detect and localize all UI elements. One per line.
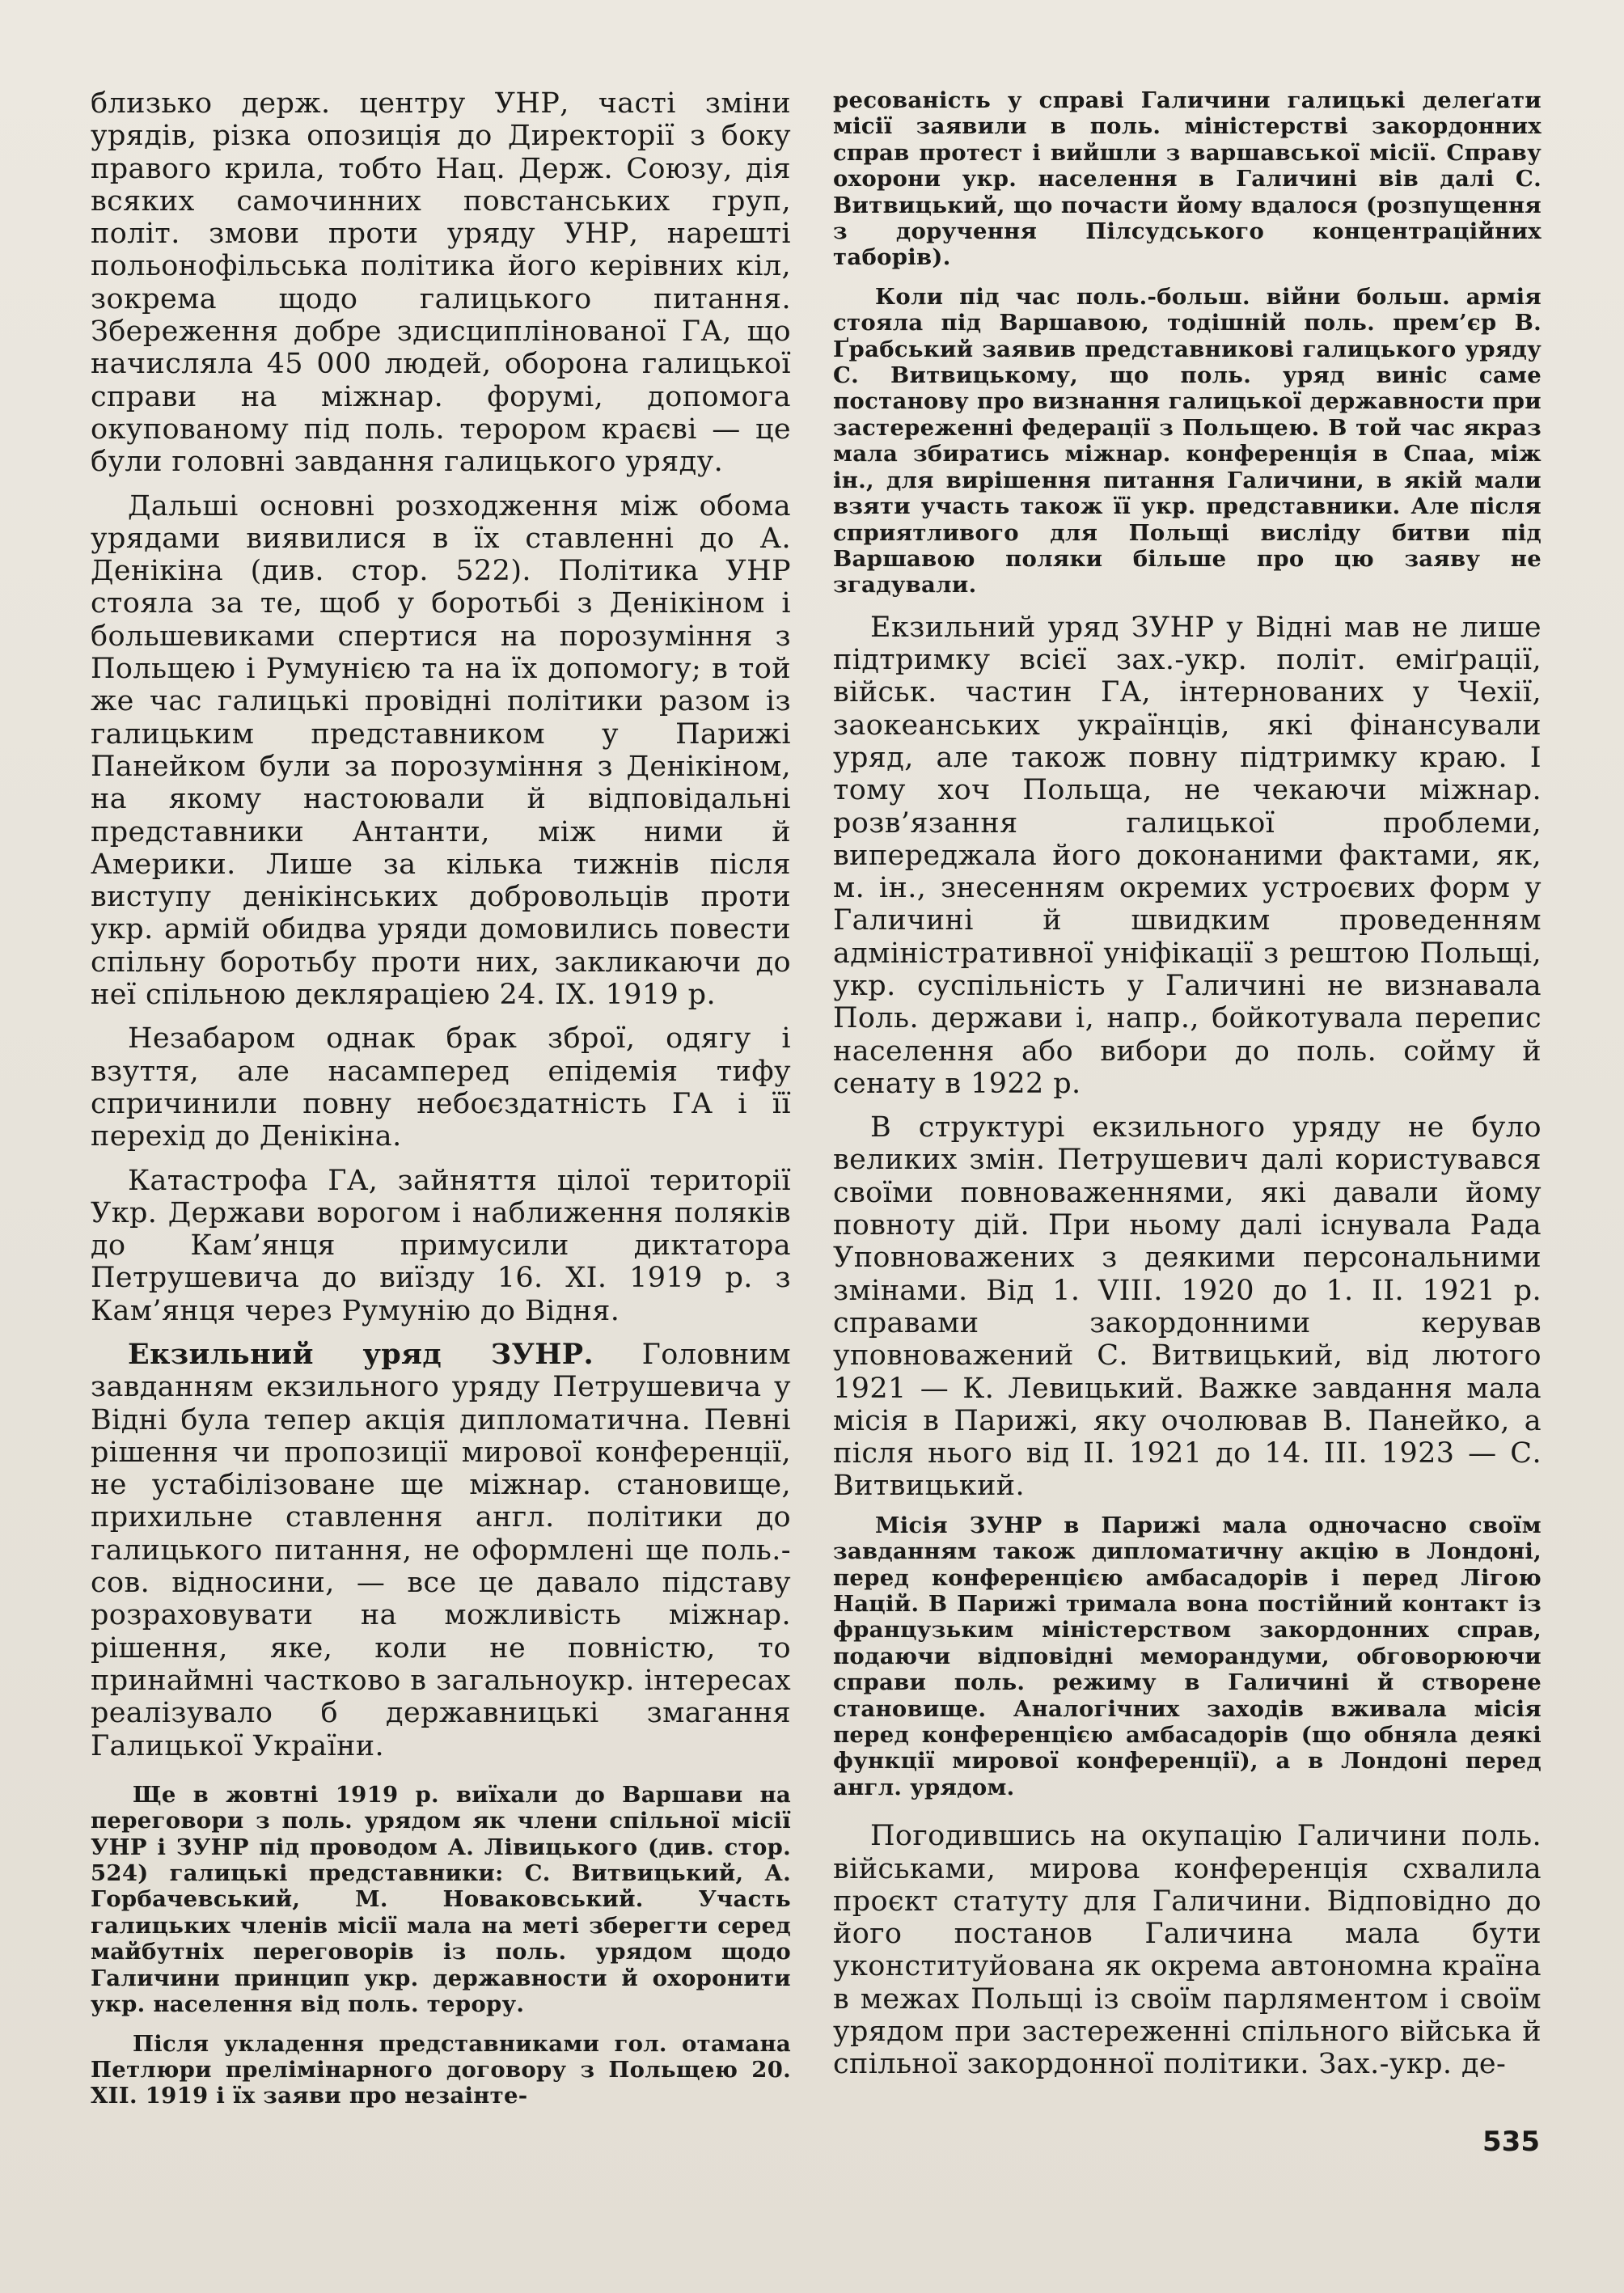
paragraph-denikin-differences: Дальші основні розходження між обома урядами виявилися в їх ставленні до А. Денікіна (див. стор. 522). Політика УНР стояла за те, щоб у боротьбі з Денікіном і большевиками спертися на порозуміння з Польщею і Румунією та на їх допомогу; в той же час галицькі провідні політики разом із галицьким представником у Парижі Панейком були за порозуміння з Денікіном, на якому настоювали й відповідальні представники Антанти, між ними й Америки. Лише за кілька тижнів після виступу денікінських добровольців проти укр. армій обидва уряди домовились повести спільну боротьбу проти них, закликаючи до неї спільною декляраціею 24. IX. 1919 р.	[91, 489, 791, 1012]
left-column	[91, 87, 791, 2109]
right-column	[833, 87, 1542, 2081]
note-mission-protest: ресованість у справі Галичини галицькі делеґати місії заявили в поль. міністерстві закордонних справ протест і вийшли з варшавської місії. Справу охорони укр. населення в Галичині вів далі С. Витвицький, що почасти йому вдалося (розпущення з доручення Пілсудського концентраційних таборів).	[833, 87, 1542, 271]
note-paris-mission: Місія ЗУНР в Парижі мала одночасно своїм завданням також дипломатичну акцію в Лондоні, перед конференцією амбасадорів і перед Лігою Націй. В Парижі тримала вона постійний контакт із французьким міністерством закордонних справ, подаючи відповідні меморандуми, обговорюючи справи поль. режиму в Галичині й створене становище. Аналогічних заходів вживала місія перед конференцією амбасадорів (що обняла деякі функції мирової конференції), а в Лондоні перед англ. урядом.	[833, 1512, 1542, 1800]
page-number: 535	[1482, 2126, 1540, 2158]
note-polish-soviet-war: Коли під час поль.-больш. війни больш. армія стояла під Варшавою, тодішній поль. прем’єр В. Ґрабський заявив представникові галицького уряду С. Витвицькому, що поль. уряд виніс саме постанову про визнання галицької державности при застереженні федерації з Польщею. В той час якраз мала збиратись міжнар. конференція в Спаа, між ін., для вирішення питання Галичини, в якій мали взяти участь також її укр. представники. Але після сприятливого для Польщі висліду битви під Варшавою поляки більше про цю заяву не згадували.	[833, 283, 1542, 599]
section-exile-government-zunr	[91, 1339, 791, 1762]
paragraph-government-structure: В структурі екзильного уряду не було великих змін. Петрушевич далі користувався своїми повноваженнями, які давали йому повноту дій. При ньому далі існувала Рада Уповноважених з деякими персональними змінами. Від 1. VIII. 1920 до 1. II. 1921 р. справами закордонними керував уповноважений С. Витвицький, від лютого 1921 — К. Левицький. Важке завдання мала місія в Парижі, яку очолював В. Панейко, а після нього від II. 1921 до 14. III. 1923 — С. Витвицький.	[833, 1111, 1542, 1503]
paragraph-unr-government-context: близько держ. центру УНР, часті зміни урядів, різка опозиція до Директорії з боку правого крила, тобто Нац. Держ. Союзу, дія всяких самочинних повстанських груп, політ. змови проти уряду УНР, нарешті польонофільська політика його керівних кіл, зокрема щодо галицького питання. Збереження добре здисциплінованої ГА, що начисляла 45 000 людей, оборона галицької справи на міжнар. форумі, допомога окупованому під поль. терором краєві — це були головні завдання галицького уряду.	[91, 87, 791, 479]
paragraph-galicia-statute: Погодившись на окупацію Галичини поль. військами, мирова конференція схвалила проєкт статуту для Галичини. Відповідно до його постанов Галичина мала бути уконституйована як окрема автономна країна в межах Польщі із своїм парляментом і своїм урядом при застереженні спільного війська й спільної закордонної політики. Зах.-укр. де-	[833, 1820, 1542, 2081]
paragraph-ga-catastrophe: Катастрофа ГА, зайняття цілої території Укр. Держави ворогом і наближення поляків до Кам’янця примусили диктатора Петрушевича до виїзду 16. XI. 1919 р. з Кам’янця через Румунію до Відня.	[91, 1164, 791, 1327]
section-body-exile-government: Головним завданням екзильного уряду Петрушевича у Відні була тепер акція дипломатична. Певні рішення чи пропозиції мирової конференції, не устабілізоване ще міжнар. становище, прихильне ставлення англ. політики до галицького питання, не оформлені ще поль.-сов. відносини, — все це давало підставу розраховувати на можливість міжнар. рішення, яке, коли не повністю, то принаймні частково в загальноукр. інтересах реалізувало б державницькі змагання Галицької України.	[91, 1338, 791, 1762]
paragraph-exile-government-support: Екзильний уряд ЗУНР у Відні мав не лише підтримку всієї зах.-укр. політ. еміґрації, військ. частин ГА, інтернованих у Чехії, заокеанських українців, які фінансували уряд, але також повну підтримку краю. І тому хоч Польща, не чекаючи міжнар. розв’язання галицької проблеми, випереджала його доконаними фактами, як, м. ін., знесенням окремих устроєвих форм у Галичині й швидким проведенням адміністративної уніфікації з рештою Польщі, укр. суспільність у Галичині не визнавала Поль. держави і, напр., бойкотувала перепис населення або вибори до поль. сойму й сенату в 1922 р.	[833, 611, 1542, 1100]
note-warsaw-mission: Ще в жовтні 1919 р. виїхали до Варшави на переговори з поль. урядом як члени спільної місії УНР і ЗУНР під проводом А. Лівицького (див. стор. 524) галицькі представники: С. Витвицький, А. Горбачевський, М. Новаковський. Участь галицьких членів місії мала на меті зберегти серед майбутніх переговорів із поль. урядом щодо Галичини принцип укр. державности й охоронити укр. населення від поль. терору.	[91, 1781, 791, 2018]
section-heading-exile-government: Екзильний уряд ЗУНР.	[128, 1337, 594, 1371]
note-preliminary-treaty: Після укладення представниками гол. отамана Петлюри прелімінарного договору з Польщею 20. XII. 1919 і їх заяви про незаінте-	[91, 2030, 791, 2109]
paragraph-typhus-epidemic: Незабаром однак брак зброї, одягу і взуття, але насамперед епідемія тифу спричинили повну небоєздатність ГА і її перехід до Денікіна.	[91, 1022, 791, 1153]
